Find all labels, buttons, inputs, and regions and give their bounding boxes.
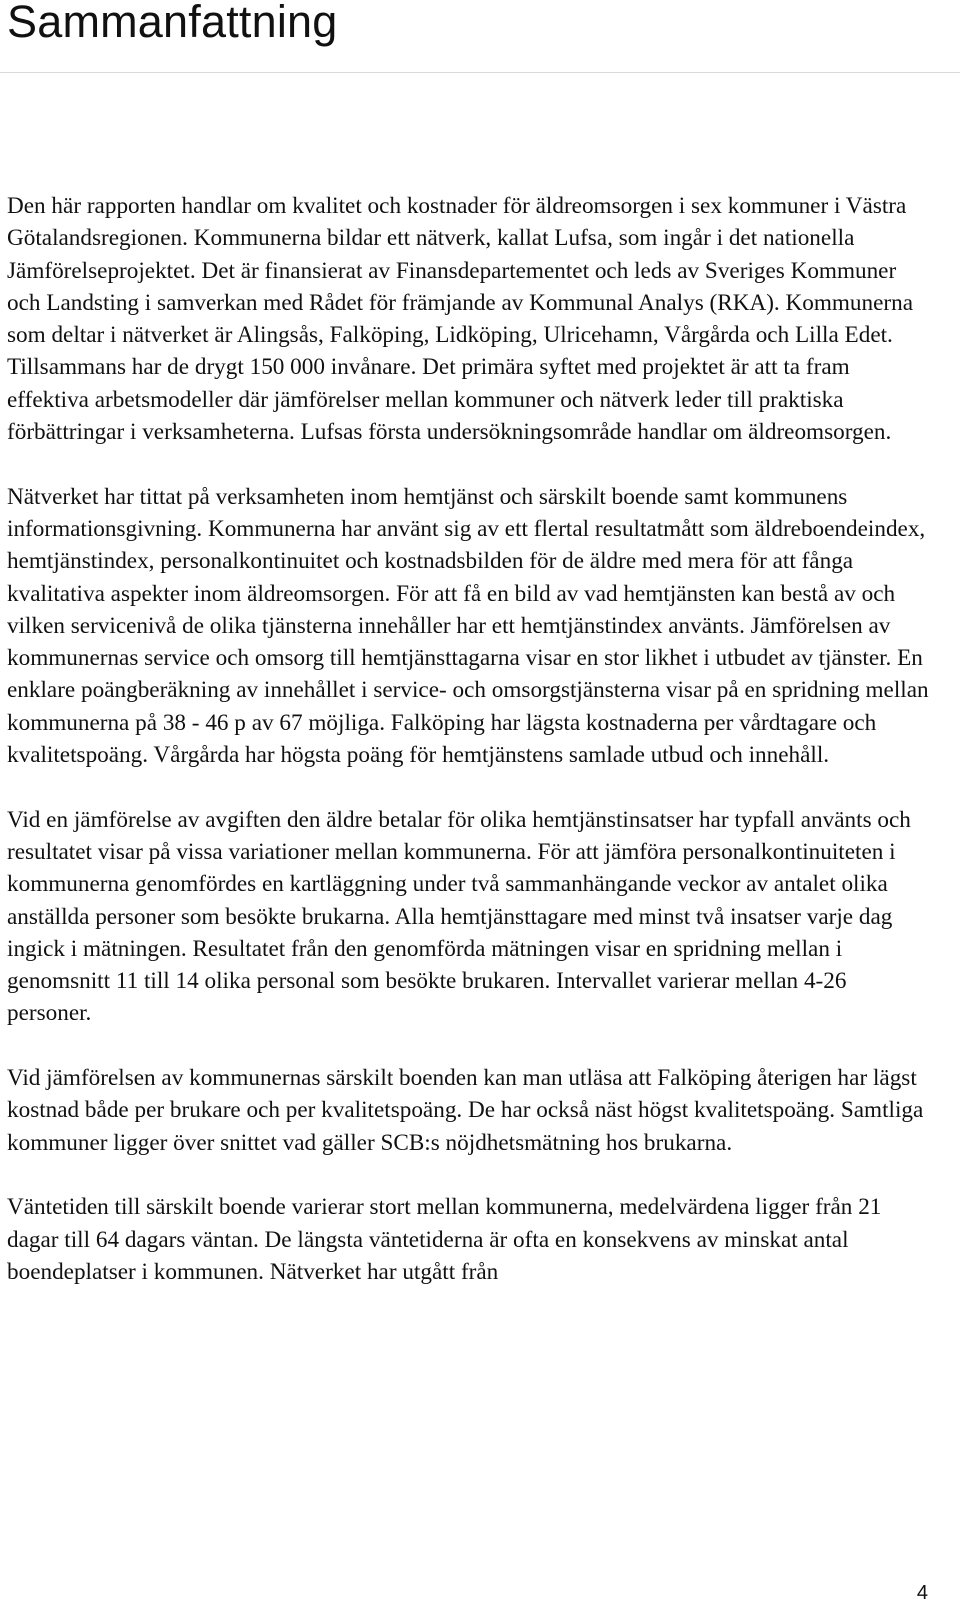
paragraph-fees-continuity: Vid en jämförelse av avgiften den äldre betalar för olika hemtjänstinsatser har typfall använts och resultatet visar på vissa variationer mellan kommunerna. För att jämföra personalkontinuiteten i kommunerna genomfördes en kartläggning under två sammanhängande veckor av antalet olika anställda personer som besökte brukarna. Alla hemtjänsttagare med minst två insatser varje dag ingick i mätningen. Resultatet från den genomförda mätningen visar en spridning mellan i genomsnitt 11 till 14 olika personal som besökte brukaren. Intervallet varierar mellan 4-26 personer. <box>7 806 911 1027</box>
page-title: Sammanfattning <box>7 0 338 47</box>
summary-body <box>7 190 932 1320</box>
paragraph-special-housing: Vid jämförelsen av kommunernas särskilt boenden kan man utläsa att Falköping återigen har lägst kostnad både per brukare och per kvalitetspoäng. De har också näst högst kvalitetspoäng. Samtliga kommuner ligger över snittet vad gäller SCB:s nöjdhetsmätning hos brukarna. <box>7 1065 924 1156</box>
paragraph-introduction: Den här rapporten handlar om kvalitet och kostnader för äldreomsorgen i sex kommuner i Västra Götalandsregionen. Kommunerna bildar ett nätverk, kallat Lufsa, som ingår i det nationella Jämförelseprojektet. Det är finansierat av Finansdepartementet och leds av Sveriges Kommuner och Landsting i samverkan med Rådet för främjande av Kommunal Analys (RKA). Kommunerna som deltar i nätverket är Alingsås, Falköping, Lidköping, Ulricehamn, Vårgårda och Lilla Edet. Tillsammans har de drygt 150 000 invånare. Det primära syftet med projektet är att ta fram effektiva arbetsmodeller där jämförelser mellan kommuner och nätverk leder till praktiska förbättringar i verksamheterna. Lufsas första undersökningsområde handlar om äldreomsorgen. <box>7 193 914 446</box>
title-divider <box>0 72 960 73</box>
page-number: 4 <box>916 1582 928 1604</box>
paragraph-waiting-time: Väntetiden till särskilt boende varierar stort mellan kommunerna, medelvärdena ligger från 21 dagar till 64 dagars väntan. De längsta väntetiderna är ofta en konsekvens av minskat antal boendeplatser i kommunen. Nätverket har utgått från <box>7 1194 882 1285</box>
paragraph-home-care: Nätverket har tittat på verksamheten inom hemtjänst och särskilt boende samt kommunens informationsgivning. Kommunerna har använt sig av ett flertal resultatmått som äldreboendeindex, hemtjänstindex, personalkontinuitet och kostnadsbilden för de äldre med mera för att fånga kvalitativa aspekter inom äldreomsorgen. För att få en bild av vad hemtjänsten kan bestå av och vilken servicenivå de olika tjänsterna innehåller har ett hemtjänstindex använts. Jämförelsen av kommunernas service och omsorg till hemtjänsttagarna visar en stor likhet i utbudet av tjänster. En enklare poängberäkning av innehållet i service- och omsorgstjänsterna visar på en spridning mellan kommunerna på 38 - 46 p av 67 möjliga. Falköping har lägsta kostnaderna per vårdtagare och kvalitetspoäng. Vårgårda har högsta poäng för hemtjänstens samlade utbud och innehåll. <box>7 483 929 769</box>
